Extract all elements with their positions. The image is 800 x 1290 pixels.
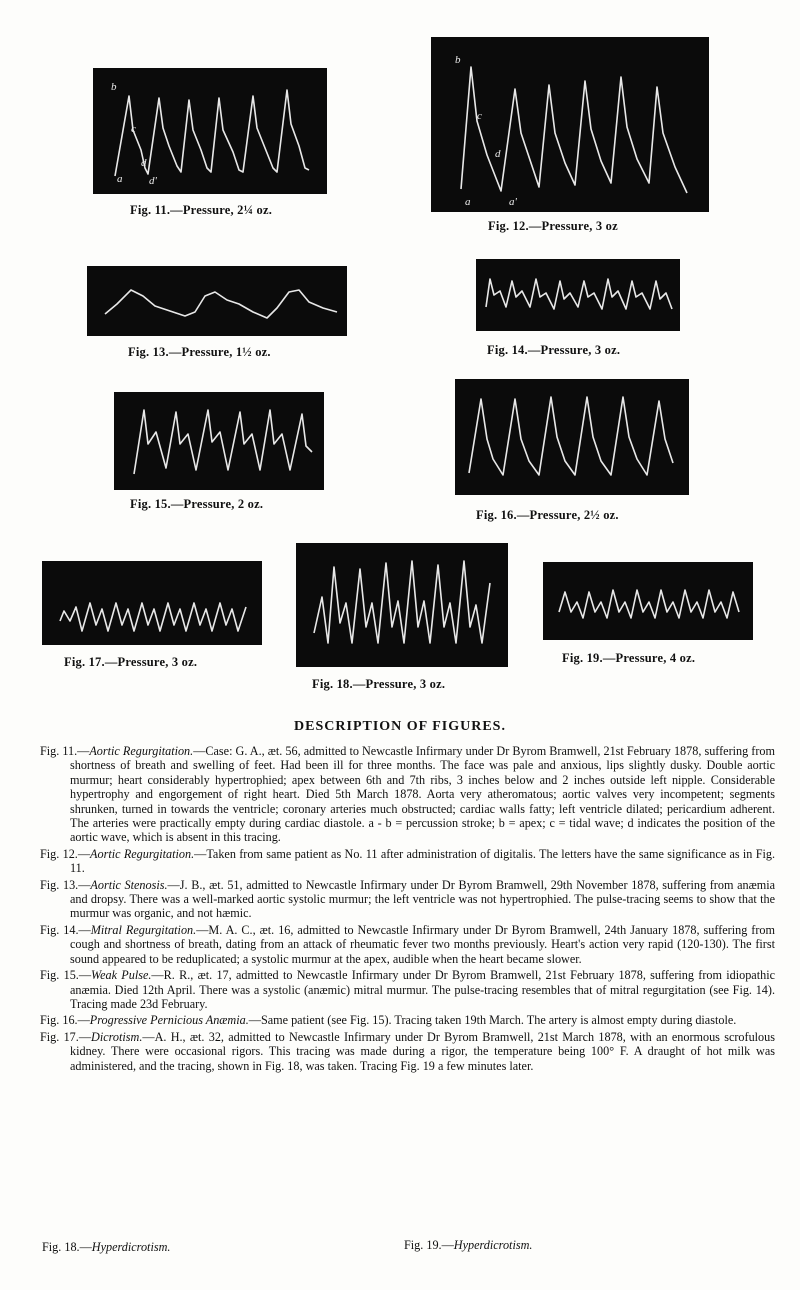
description-text: —Case: G. A., æt. 56, admitted to Newcastle Infirmary under Dr Byrom Bramwell, 21st February 1878, suffering from shortness of breath and swelling of feet. Had been ill for three months. The face was pale and anxious, lips slightly dusky. Double aortic murmur; heart considerably hypertrophied; apex between 6th and 7th ribs, 3 inches below and 2 inches outside left nipple. Considerable hypertrophy and engorgement of right heart. Died 5th March 1878. Aorta very atheromatous; aortic valves very incompetent; segments shrunken, turned in towards the ventricle; coronary arteries much obstructed; cardiac walls fatty; left ventricle dilated; pericardium adherent. The arteries were practically empty during cardiac diastole. a - b = percussion stroke; b = apex; c = tidal wave; d indicates the position of the aortic wave, which is absent in this tracing. xyxy=(70,744,775,845)
fig11-caption: Fig. 11.—Pressure, 2¼ oz. xyxy=(130,203,273,217)
footer-right-title: Hyperdicrotism. xyxy=(453,1238,533,1252)
fig13-pulse-wave xyxy=(87,266,347,336)
description-title: Mitral Regurgitation. xyxy=(90,922,197,937)
description-text: —A. H., æt. 32, admitted to Newcastle Infirmary under Dr Byrom Bramwell, 21st March 1878, with an enormous scrofulous kidney. There were occasional rigors. This tracing was made during a rigor, the temperature being 100° F. A draught of hot milk was administered, and the tracing, shown in Fig. 18, was taken. Tracing Fig. 19 a few minutes later. xyxy=(70,1029,775,1073)
description-item xyxy=(40,878,775,921)
description-label: Fig. 14.— xyxy=(40,922,91,937)
description-text: —M. A. C., æt. 16, admitted to Newcastle Infirmary under Dr Byrom Bramwell, 24th January 1878, suffering from cough and shortness of breath, dating from an attack of rheumatic fever two months previously. Heart's action very rapid (120-130). The first sound appeared to be reduplicated; a systolic murmur at the apex, audible when the heart became slower. xyxy=(70,922,775,966)
fig19-caption: Fig. 19.—Pressure, 4 oz. xyxy=(562,651,696,665)
description-text: —R. R., æt. 17, admitted to Newcastle Infirmary under Dr Byrom Bramwell, 21st February 1878, suffering from idiopathic anæmia. Died 12th April. There was a systolic (anæmic) mitral murmur. The pulse-tracing resembles that of mitral regurgitation (see Fig. 14). Tracing made 23d February. xyxy=(70,968,775,1011)
label-d: d xyxy=(495,148,501,160)
fig11-pulse-wave xyxy=(93,68,327,194)
description-item xyxy=(40,968,775,1011)
fig16-tracing xyxy=(455,379,689,495)
fig15-tracing xyxy=(114,392,324,490)
description-title: Aortic Regurgitation. xyxy=(89,744,194,758)
description-label: Fig. 11.— xyxy=(40,744,90,758)
description-item xyxy=(40,1030,775,1073)
description-title: Aortic Stenosis. xyxy=(90,877,168,892)
label-d-prime: d' xyxy=(149,175,157,187)
label-a: a xyxy=(465,196,471,208)
description-label: Fig. 13.— xyxy=(40,877,91,892)
label-d: d xyxy=(141,157,147,169)
footer-left-label: Fig. 18.— xyxy=(42,1240,92,1254)
description-text: —Same patient (see Fig. 15). Tracing taken 19th March. The artery is almost empty during diastole. xyxy=(248,1013,737,1028)
fig15-caption: Fig. 15.—Pressure, 2 oz. xyxy=(130,497,264,511)
description-heading: DESCRIPTION OF FIGURES. xyxy=(294,719,506,734)
fig17-pulse-wave xyxy=(42,561,262,645)
description-title: Dicrotism. xyxy=(91,1029,143,1044)
description-title: Progressive Pernicious Anæmia. xyxy=(89,1013,249,1028)
footer-right xyxy=(404,1238,532,1253)
description-title: Weak Pulse. xyxy=(91,968,152,983)
label-a: a xyxy=(117,173,123,185)
fig17-caption: Fig. 17.—Pressure, 3 oz. xyxy=(64,655,198,669)
description-text: —Taken from same patient as No. 11 after administration of digitalis. The letters have the same significance as in Fig. 11. xyxy=(70,846,776,876)
description-label: Fig. 12.— xyxy=(40,846,91,861)
label-c: c xyxy=(131,123,136,135)
label-c: c xyxy=(477,110,482,122)
footer-left xyxy=(42,1240,170,1255)
label-a-prime: a' xyxy=(509,196,517,208)
description-item xyxy=(40,1013,775,1027)
fig18-caption: Fig. 18.—Pressure, 3 oz. xyxy=(312,677,446,691)
fig16-caption: Fig. 16.—Pressure, 2½ oz. xyxy=(476,508,619,522)
description-label: Fig. 17.— xyxy=(40,1029,92,1044)
footer-right-label: Fig. 19.— xyxy=(404,1238,454,1252)
fig14-pulse-wave xyxy=(476,259,680,331)
fig11-tracing xyxy=(93,68,327,194)
description-title: Aortic Regurgitation. xyxy=(90,846,195,861)
fig19-pulse-wave xyxy=(543,562,753,640)
fig17-tracing xyxy=(42,561,262,645)
fig16-pulse-wave xyxy=(455,379,689,495)
description-item xyxy=(40,744,775,845)
description-text: —J. B., æt. 51, admitted to Newcastle Infirmary under Dr Byrom Bramwell, 29th November 1878, suffering from anæmia and dropsy. There was a well-marked aortic systolic murmur; the left ventricle was not hypertrophied. The pulse-tracing seems to show that the murmur was organic, and not hæmic. xyxy=(70,877,775,921)
label-b: b xyxy=(455,54,461,66)
description-item xyxy=(40,923,775,966)
description-list xyxy=(40,744,775,1075)
fig14-caption: Fig. 14.—Pressure, 3 oz. xyxy=(487,343,621,357)
fig15-pulse-wave xyxy=(114,392,324,490)
description-label: Fig. 15.— xyxy=(40,968,92,983)
fig12-tracing xyxy=(431,37,709,212)
description-item xyxy=(40,847,775,876)
fig14-tracing xyxy=(476,259,680,331)
fig18-tracing xyxy=(296,543,508,667)
fig19-tracing xyxy=(543,562,753,640)
fig18-pulse-wave xyxy=(296,543,508,667)
footer-left-title: Hyperdicrotism. xyxy=(91,1240,171,1254)
fig13-tracing xyxy=(87,266,347,336)
fig13-caption: Fig. 13.—Pressure, 1½ oz. xyxy=(128,345,271,359)
fig12-pulse-wave xyxy=(431,37,709,212)
fig12-caption: Fig. 12.—Pressure, 3 oz xyxy=(488,219,618,233)
label-b: b xyxy=(111,81,117,93)
description-label: Fig. 16.— xyxy=(40,1013,90,1028)
